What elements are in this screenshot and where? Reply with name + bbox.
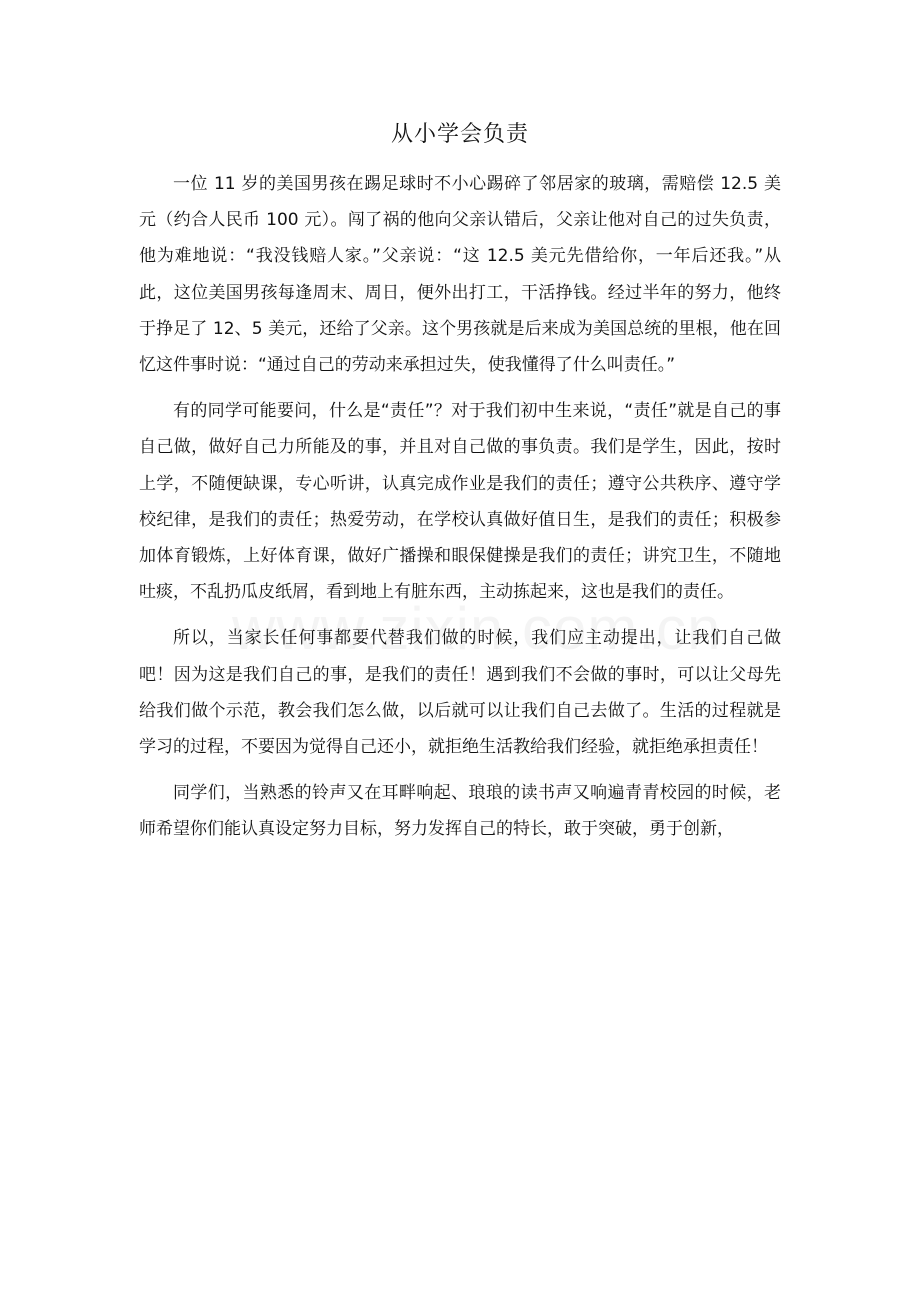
document-body — [139, 166, 781, 858]
paragraph-3: 所以，当家长任何事都要代替我们做的时候，我们应主动提出，让我们自己做吧！因为这是我们自己的事，是我们的责任！遇到我们不会做的事时，可以让父母先给我们做个示范，教会我们怎么做，以后就可以让我们自己去做了。生活的过程就是学习的过程，不要因为觉得自己还小，就拒绝生活教给我们经验，就拒绝承担责任！ — [139, 628, 781, 758]
document-title: 从小学会负责 — [390, 122, 529, 147]
paragraph-2: 有的同学可能要问，什么是“责任”？对于我们初中生来说，“责任”就是自己的事自己做，做好自己力所能及的事，并且对自己做的事负责。我们是学生，因此，按时上学，不随便缺课，专心听讲，认真完成作业是我们的责任；遵守公共秩序、遵守学校纪律，是我们的责任；热爱劳动，在学校认真做好值日生，是我们的责任；积极参加体育锻炼，上好体育课，做好广播操和眼保健操是我们的责任；讲究卫生，不随地吐痰，不乱扔瓜皮纸屑，看到地上有脏东西，主动拣起来，这也是我们的责任。 — [139, 401, 781, 603]
paragraph-4: 同学们，当熟悉的铃声又在耳畔响起、琅琅的读书声又响遍青青校园的时候，老师希望你们能认真设定努力目标，努力发挥自己的特长，敢于突破，勇于创新， — [139, 783, 781, 840]
paragraph-1: 一位 11 岁的美国男孩在踢足球时不小心踢碎了邻居家的玻璃，需赔偿 12.5 美元（约合人民币 100 元）。闯了祸的他向父亲认错后，父亲让他对自己的过失负责，他为难地说：“我没钱赔人家。”父亲说：“这 12.5 美元先借给你，一年后还我。”从此，这位美国男孩每逢周末、周日，便外出打工，干活挣钱。经过半年的努力，他终于挣足了 12、5 美元，还给了父亲。这个男孩就是后来成为美国总统的里根，他在回忆这件事时说：“通过自己的劳动来承担过失，使我懂得了什么叫责任。” — [139, 174, 781, 376]
